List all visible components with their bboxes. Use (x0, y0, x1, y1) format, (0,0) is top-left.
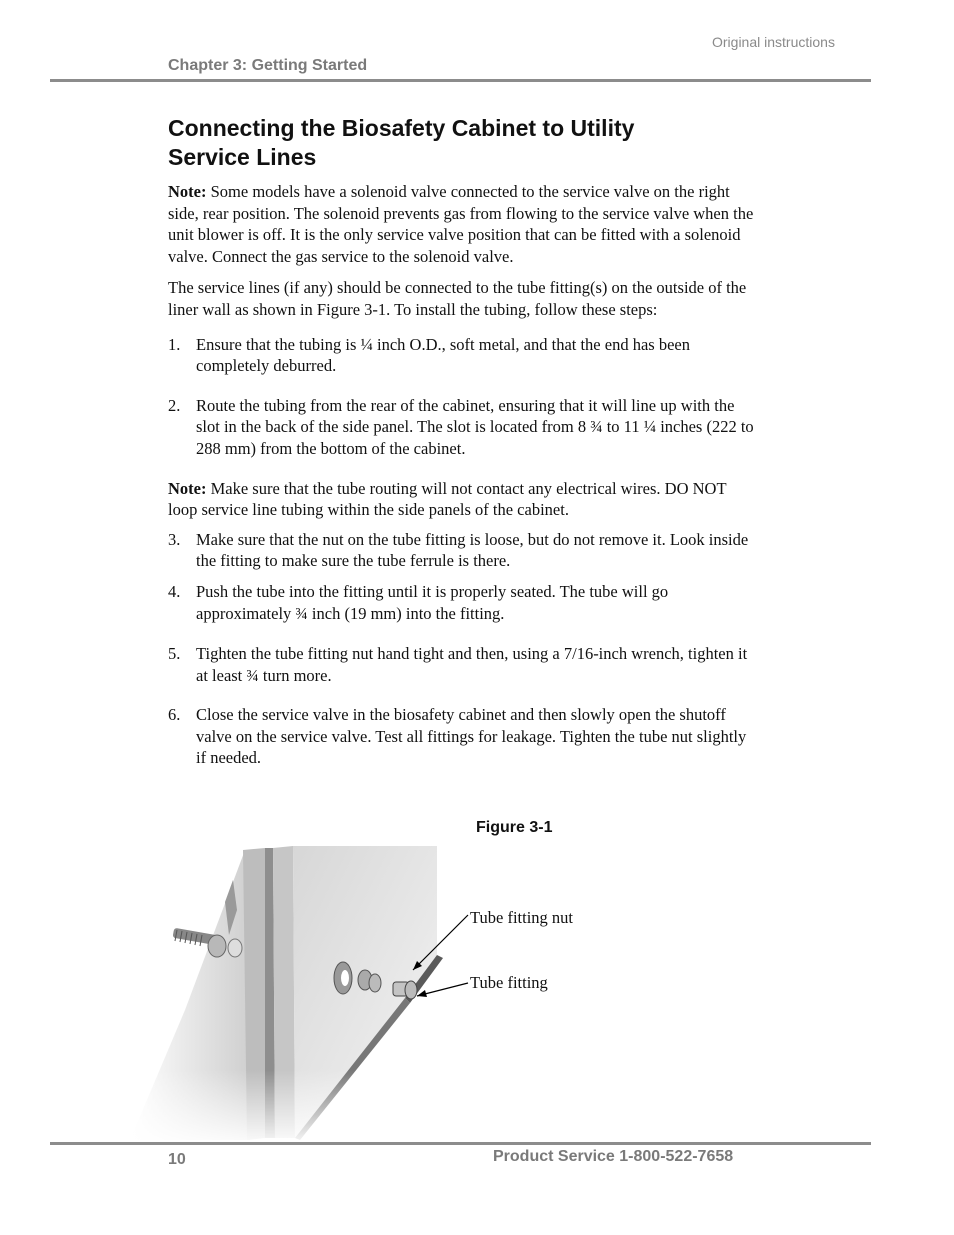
step-text: Route the tubing from the rear of the cabinet, ensuring that it will line up with the slot in the back of the side panel. The slot is located from 8 ¾ to 11 ¼ inches (222 to 288 mm) from the bottom of the cabinet. (196, 395, 754, 458)
step-number: 1. (168, 334, 181, 354)
step-number: 6. (168, 705, 181, 725)
step-text: Tighten the tube fitting nut hand tight and then, using a 7/16-inch wrench, tighten it at least ¾ turn more. (196, 644, 748, 685)
note-text: Some models have a solenoid valve connected to the service valve on the right side, rear position. The solenoid prevents gas from flowing to the service valve when the unit blower is off. It is the only service valve position that can be fitted with a solenoid valve. Connect the gas service to the solenoid valve. (168, 182, 754, 266)
note-paragraph-2 (168, 478, 758, 521)
step-number: 2. (168, 395, 181, 415)
page-content (168, 114, 758, 769)
intro-paragraph: The service lines (if any) should be connected to the tube fitting(s) on the outside of the liner wall as shown in Figure 3-1. To install the tubing, follow these steps: (168, 278, 747, 319)
callout-tube-fitting-nut: Tube fitting nut (470, 908, 573, 927)
callout-tube-fitting: Tube fitting (470, 973, 548, 992)
note-label: Note: (168, 478, 207, 498)
step-item (168, 704, 758, 769)
service-valve-bolt (173, 880, 242, 957)
step-number: 3. (168, 529, 181, 549)
step-number: 4. (168, 581, 181, 601)
tube-fitting-illustration (125, 840, 625, 1140)
chapter-header: Chapter 3: Getting Started (168, 57, 368, 74)
step-number: 5. (168, 644, 181, 664)
note-paragraph-1 (168, 181, 758, 267)
footer-rule (50, 1142, 871, 1145)
section-title (168, 114, 758, 172)
note-text: Make sure that the tube routing will not contact any electrical wires. DO NOT loop service line tubing within the side panels of the cabinet. (168, 478, 727, 520)
note-label: Note: (168, 182, 207, 201)
original-instructions-label: Original instructions (712, 34, 835, 50)
figure-caption: Figure 3-1 (476, 819, 553, 836)
product-service-phone: Product Service 1-800-522-7658 (493, 1148, 734, 1165)
step-text: Push the tube into the fitting until it is properly seated. The tube will go approximately ¾ inch (19 mm) into the fitting. (196, 581, 669, 623)
step-text: Close the service valve in the biosafety cabinet and then slowly open the shutoff valve on the service valve. Test all fittings for leakage. Tighten the tube nut slightly if needed. (196, 705, 747, 768)
section-title-line2: Service Lines (168, 144, 317, 170)
step-text: Make sure that the nut on the tube fitting is loose, but do not remove it. Look inside the fitting to make sure the tube ferrule is there. (196, 529, 749, 571)
page-number: 10 (168, 1151, 186, 1168)
header-rule (50, 79, 871, 82)
step-item (168, 643, 758, 686)
section-title-line1: Connecting the Biosafety Cabinet to Utility (168, 115, 635, 141)
step-item (168, 529, 758, 572)
step-item (168, 581, 758, 624)
step-item (168, 334, 758, 377)
step-item (168, 395, 758, 460)
step-text: Ensure that the tubing is ¼ inch O.D., soft metal, and that the end has been completely deburred. (196, 334, 690, 376)
